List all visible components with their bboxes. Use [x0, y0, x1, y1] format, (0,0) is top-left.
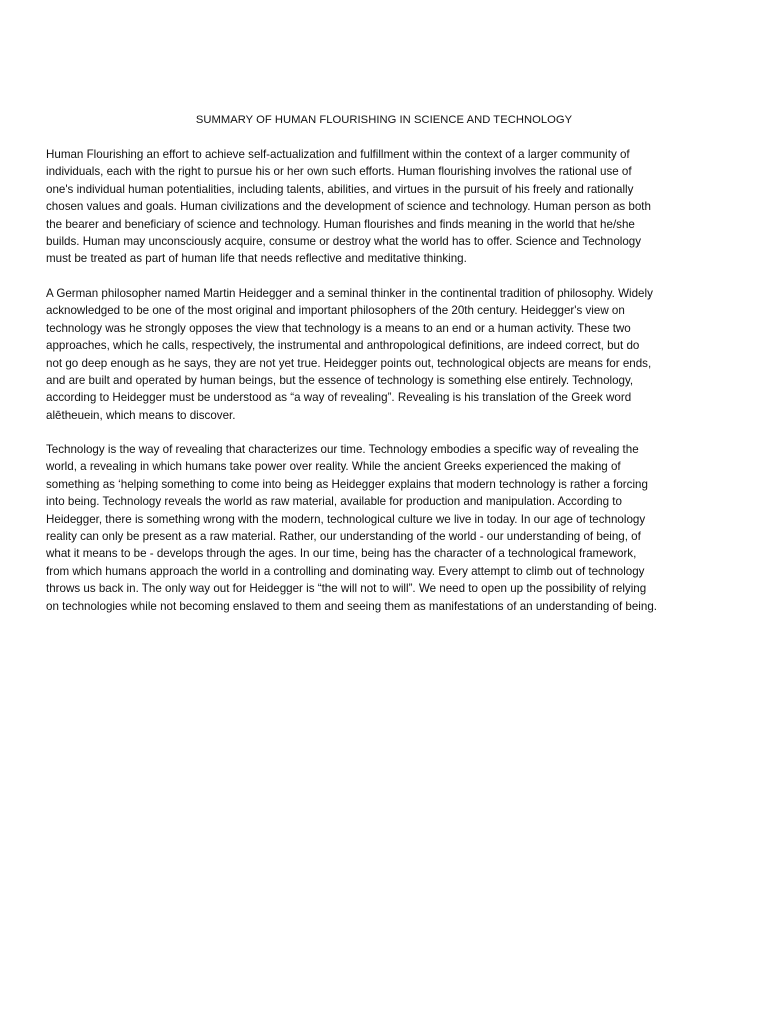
paragraph-line: what it means to be - develops through the ages. In our time, being has the character of a technological framework, [46, 547, 637, 561]
paragraph-line: according to Heidegger must be understood as “a way of revealing”. Revealing is his translation of the Greek word [46, 391, 632, 405]
paragraph-line: Human Flourishing an effort to achieve self-actualization and fulfillment within the context of a larger community of [46, 148, 630, 161]
paragraph-line: technology was he strongly opposes the view that technology is a means to an end or a human activity. These two [46, 321, 631, 335]
paragraph-line: not go deep enough as he says, they are not yet true. Heidegger points out, technological objects are means for ends, [46, 356, 652, 370]
paragraph-line: something as ‘helping something to come into being as Heidegger explains that modern technology is rather a forcing [46, 477, 648, 491]
paragraph-line: acknowledged to be one of the most original and important philosophers of the 20th century. Heidegger's view on [46, 304, 625, 318]
paragraph-line: Technology is the way of revealing that characterizes our time. Technology embodies a specific way of revealing the [46, 443, 639, 456]
paragraph-heidegger [46, 285, 736, 424]
paragraph-line: throws us back in. The only way out for Heidegger is “the will not to will”. We need to open up the possibility of relying [46, 582, 647, 596]
paragraph-line: builds. Human may unconsciously acquire, consume or destroy what the world has to offer. Science and Technology [46, 234, 642, 248]
paragraph-human-flourishing [46, 146, 736, 268]
paragraph-line: from which humans approach the world in a controlling and dominating way. Every attempt to climb out of technology [46, 564, 645, 578]
paragraph-line: approaches, which he calls, respectively, the instrumental and anthropological definitions, are indeed correct, but do [46, 339, 640, 353]
paragraph-line: on technologies while not becoming enslaved to them and seeing them as manifestations of an understanding of being. [46, 599, 658, 613]
paragraph-technology-revealing [46, 441, 736, 615]
paragraph-line: alētheuein, which means to discover. [46, 408, 236, 422]
paragraph-line: A German philosopher named Martin Heidegger and a seminal thinker in the continental tradition of philosophy. Widely [46, 287, 653, 300]
paragraph-line: one's individual human potentialities, including talents, abilities, and virtues in the pursuit of his freely and rationally [46, 182, 634, 196]
document-title: SUMMARY OF HUMAN FLOURISHING IN SCIENCE AND TECHNOLOGY [195, 114, 573, 126]
paragraph-line: chosen values and goals. Human civilizations and the development of science and technology. Human person as both [46, 200, 651, 214]
paragraph-line: Heidegger, there is something wrong with the modern, technological culture we live in today. In our age of technology [46, 512, 646, 526]
paragraph-line: and are built and operated by human beings, but the essence of technology is something else entirely. Technology, [46, 373, 634, 387]
paragraph-line: individuals, each with the right to pursue his or her own such efforts. Human flourishing involves the rational use of [46, 165, 632, 179]
paragraph-line: reality can only be present as a raw material. Rather, our understanding of the world - our understanding of being, of [46, 529, 641, 543]
paragraph-line: world, a revealing in which humans take power over reality. While the ancient Greeks experienced the making of [46, 460, 621, 474]
paragraph-line: must be treated as part of human life that needs reflective and meditative thinking. [46, 252, 467, 266]
paragraph-line: the bearer and beneficiary of science and technology. Human flourishes and finds meaning in the world that he/she [46, 217, 635, 231]
paragraph-line: into being. Technology reveals the world as raw material, available for production and manipulation. According to [46, 495, 622, 509]
